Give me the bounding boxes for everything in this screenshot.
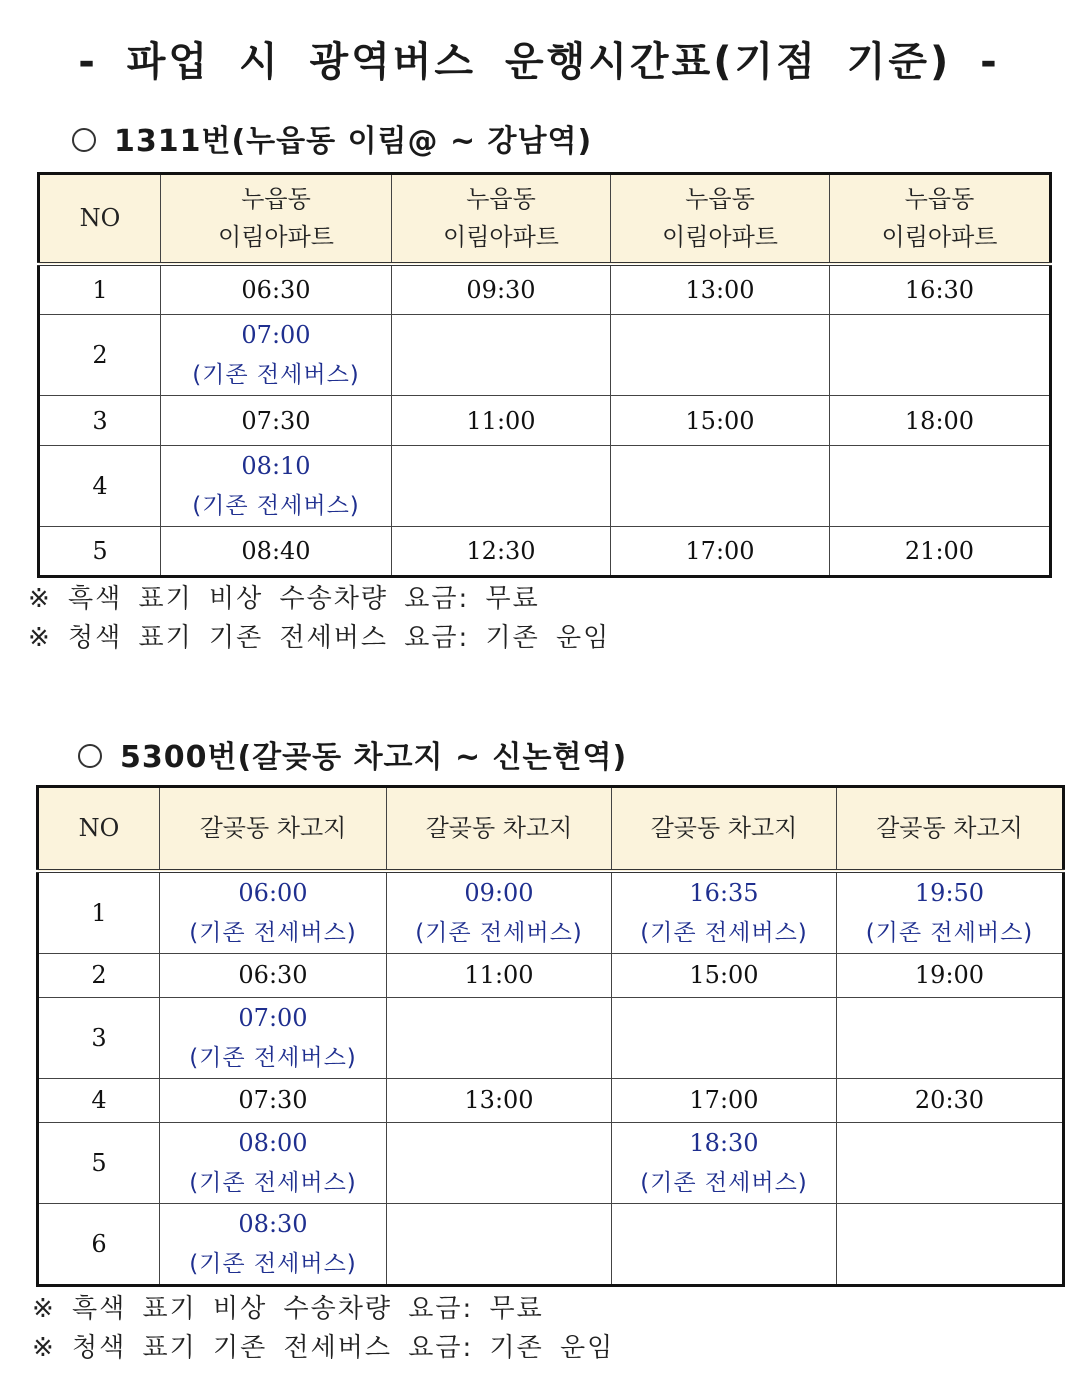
departure-cell bbox=[612, 953, 837, 997]
header-origin-stop: 누읍동 이림아파트 bbox=[830, 174, 1051, 264]
charter-bus-label: (기존 전세버스) bbox=[189, 1169, 357, 1196]
departure-time: 19:00 bbox=[914, 961, 985, 989]
departure-cell bbox=[837, 871, 1064, 954]
departure-time: 08:10 bbox=[241, 452, 311, 480]
departure-cell bbox=[387, 1122, 612, 1203]
row-number: 2 bbox=[38, 953, 160, 997]
departure-cell bbox=[830, 396, 1051, 446]
departure-cell bbox=[160, 1203, 387, 1285]
charter-bus-label: (기존 전세버스) bbox=[192, 493, 360, 519]
header-no: NO bbox=[38, 787, 160, 871]
departure-cell bbox=[837, 953, 1064, 997]
departure-cell bbox=[837, 1203, 1064, 1285]
departure-time: 15:00 bbox=[685, 406, 755, 435]
row-number: 1 bbox=[39, 264, 161, 315]
table-row bbox=[38, 953, 1064, 997]
table-header-row bbox=[38, 787, 1064, 871]
departure-time: 08:40 bbox=[241, 537, 311, 565]
departure-time: 19:50 bbox=[914, 878, 985, 907]
departure-cell bbox=[387, 953, 612, 997]
page-title: - 파업 시 광역버스 운행시간표(기점 기준) - bbox=[78, 39, 1000, 85]
row-number: 2 bbox=[39, 315, 161, 396]
departure-cell bbox=[830, 315, 1051, 396]
departure-cell bbox=[837, 1078, 1064, 1122]
departure-cell bbox=[392, 315, 611, 396]
departure-time: 06:30 bbox=[238, 961, 308, 989]
row-number: 1 bbox=[38, 871, 160, 954]
route-5300-heading bbox=[78, 732, 627, 776]
departure-cell bbox=[830, 446, 1051, 527]
departure-cell bbox=[611, 527, 830, 577]
departure-cell bbox=[830, 264, 1051, 315]
route-5300-note-black: ※ 흑색 표기 비상 수송차량 요금: 무료 bbox=[32, 1294, 544, 1324]
departure-time: 21:00 bbox=[904, 537, 975, 565]
departure-cell bbox=[161, 264, 392, 315]
departure-cell bbox=[387, 871, 612, 954]
departure-time: 16:35 bbox=[689, 878, 759, 907]
departure-cell bbox=[160, 1078, 387, 1122]
header-origin-stop: 갈곶동 차고지 bbox=[837, 787, 1064, 871]
departure-cell bbox=[392, 264, 611, 315]
departure-time: 12:30 bbox=[466, 537, 536, 565]
departure-time: 11:00 bbox=[466, 406, 536, 435]
departure-time: 09:30 bbox=[466, 275, 536, 304]
departure-time: 07:00 bbox=[238, 1003, 308, 1032]
departure-cell bbox=[612, 1078, 837, 1122]
departure-cell bbox=[830, 527, 1051, 577]
route-1311-heading-text: 1311번(누읍동 이림@ ~ 강남역) bbox=[114, 124, 593, 159]
departure-time: 08:00 bbox=[238, 1128, 308, 1157]
charter-bus-label: (기존 전세버스) bbox=[189, 1044, 357, 1071]
departure-time: 11:00 bbox=[464, 961, 534, 989]
departure-time: 15:00 bbox=[689, 961, 759, 989]
departure-cell bbox=[837, 997, 1064, 1078]
table-row bbox=[39, 396, 1051, 446]
departure-time: 07:00 bbox=[241, 321, 311, 349]
table-row bbox=[38, 1203, 1064, 1285]
departure-cell bbox=[161, 446, 392, 527]
departure-cell bbox=[837, 1122, 1064, 1203]
departure-time: 18:30 bbox=[689, 1128, 759, 1157]
departure-time: 08:30 bbox=[238, 1209, 308, 1238]
row-number: 3 bbox=[39, 396, 161, 446]
departure-cell bbox=[387, 1203, 612, 1285]
charter-bus-label: (기존 전세버스) bbox=[192, 362, 360, 388]
row-number: 3 bbox=[38, 997, 160, 1078]
charter-bus-label: (기존 전세버스) bbox=[415, 919, 583, 946]
header-origin-stop: 갈곶동 차고지 bbox=[160, 787, 387, 871]
departure-time: 06:30 bbox=[241, 275, 311, 304]
route-1311-timetable bbox=[37, 172, 1052, 578]
table-row bbox=[38, 1122, 1064, 1203]
charter-bus-label: (기존 전세버스) bbox=[640, 1169, 808, 1196]
table-row bbox=[39, 446, 1051, 527]
table-row bbox=[39, 527, 1051, 577]
departure-cell bbox=[392, 446, 611, 527]
circle-bullet-icon bbox=[72, 128, 96, 152]
departure-time: 07:30 bbox=[241, 406, 311, 435]
charter-bus-label: (기존 전세버스) bbox=[189, 919, 357, 946]
route-1311-note-blue: ※ 청색 표기 기존 전세버스 요금: 기존 운임 bbox=[28, 623, 611, 653]
departure-cell bbox=[612, 1122, 837, 1203]
table-row bbox=[39, 315, 1051, 396]
departure-cell bbox=[392, 396, 611, 446]
departure-time: 09:00 bbox=[464, 878, 534, 907]
header-origin-stop: 누읍동 이림아파트 bbox=[611, 174, 830, 264]
departure-cell bbox=[161, 396, 392, 446]
row-number: 6 bbox=[38, 1203, 160, 1285]
departure-cell bbox=[387, 997, 612, 1078]
departure-cell bbox=[387, 1078, 612, 1122]
departure-cell bbox=[160, 953, 387, 997]
departure-cell bbox=[160, 1122, 387, 1203]
charter-bus-label: (기존 전세버스) bbox=[640, 919, 808, 946]
departure-cell bbox=[160, 871, 387, 954]
departure-cell bbox=[611, 396, 830, 446]
table-row bbox=[38, 871, 1064, 954]
row-number: 5 bbox=[39, 527, 161, 577]
header-origin-stop: 누읍동 이림아파트 bbox=[161, 174, 392, 264]
circle-bullet-icon bbox=[78, 744, 102, 768]
departure-time: 13:00 bbox=[685, 275, 755, 304]
departure-time: 20:30 bbox=[914, 1086, 985, 1114]
route-5300-note-blue: ※ 청색 표기 기존 전세버스 요금: 기존 운임 bbox=[32, 1333, 615, 1363]
departure-time: 16:30 bbox=[904, 275, 975, 304]
departure-time: 17:00 bbox=[685, 537, 755, 565]
departure-cell bbox=[612, 1203, 837, 1285]
row-number: 5 bbox=[38, 1122, 160, 1203]
departure-cell bbox=[611, 315, 830, 396]
table-row bbox=[38, 1078, 1064, 1122]
header-origin-stop: 누읍동 이림아파트 bbox=[392, 174, 611, 264]
route-5300-timetable bbox=[36, 785, 1065, 1287]
route-1311-heading bbox=[72, 116, 592, 160]
departure-cell bbox=[611, 264, 830, 315]
departure-time: 07:30 bbox=[238, 1086, 308, 1114]
departure-time: 18:00 bbox=[904, 406, 975, 435]
charter-bus-label: (기존 전세버스) bbox=[865, 919, 1034, 946]
route-5300-heading-text: 5300번(갈곶동 차고지 ~ 신논현역) bbox=[120, 740, 628, 775]
charter-bus-label: (기존 전세버스) bbox=[189, 1250, 357, 1277]
departure-cell bbox=[161, 527, 392, 577]
row-number: 4 bbox=[38, 1078, 160, 1122]
departure-cell bbox=[161, 315, 392, 396]
table-row bbox=[38, 997, 1064, 1078]
departure-cell bbox=[611, 446, 830, 527]
departure-time: 06:00 bbox=[238, 878, 308, 907]
departure-cell bbox=[612, 997, 837, 1078]
departure-cell bbox=[612, 871, 837, 954]
header-no: NO bbox=[39, 174, 161, 264]
table-row bbox=[39, 264, 1051, 315]
table-header-row bbox=[39, 174, 1051, 264]
departure-time: 17:00 bbox=[689, 1086, 759, 1114]
header-origin-stop: 갈곶동 차고지 bbox=[387, 787, 612, 871]
departure-cell bbox=[160, 997, 387, 1078]
route-1311-note-black: ※ 흑색 표기 비상 수송차량 요금: 무료 bbox=[28, 584, 540, 614]
header-origin-stop: 갈곶동 차고지 bbox=[612, 787, 837, 871]
row-number: 4 bbox=[39, 446, 161, 527]
departure-time: 13:00 bbox=[464, 1086, 534, 1114]
departure-cell bbox=[392, 527, 611, 577]
